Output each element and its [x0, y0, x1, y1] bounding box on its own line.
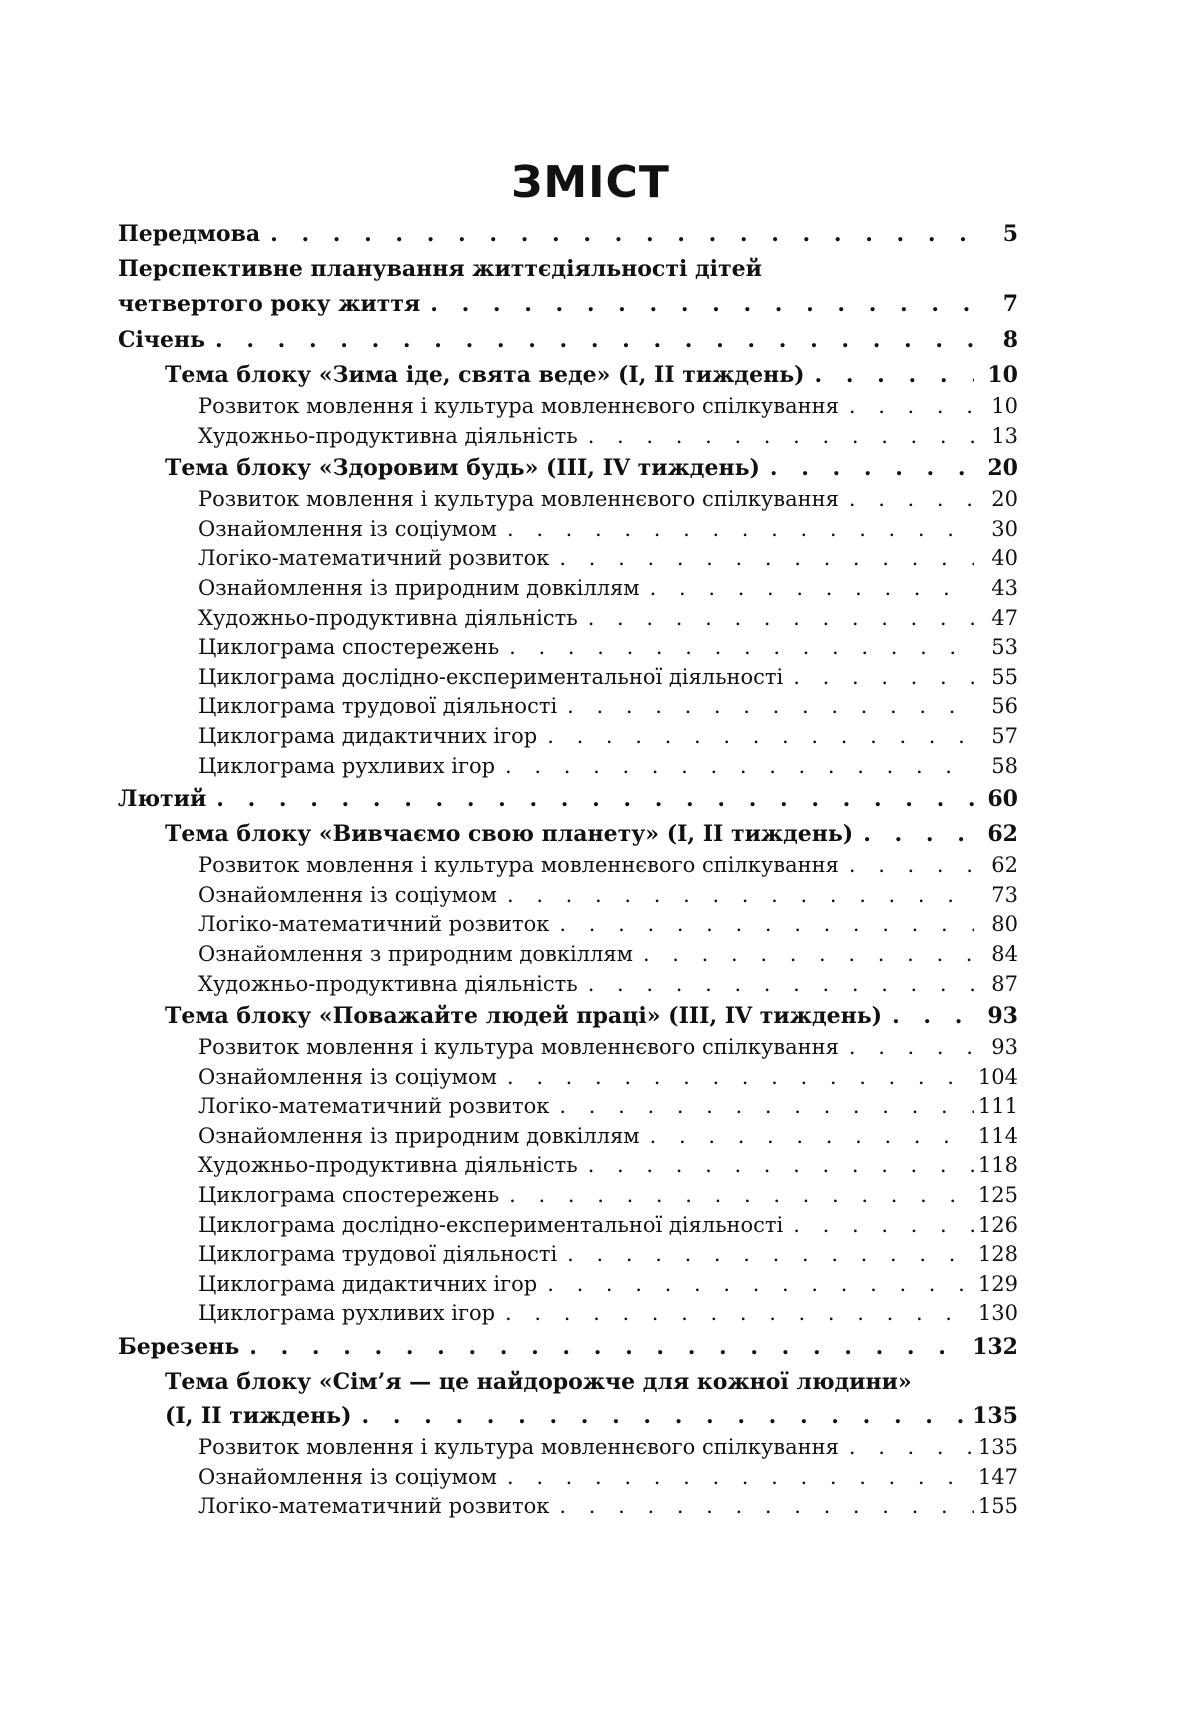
- toc-entry-section[interactable]: [118, 1211, 1018, 1241]
- toc-page-number: 155: [977, 1494, 1018, 1519]
- toc-entry-section[interactable]: [118, 752, 1018, 782]
- dot-leader: [430, 286, 974, 322]
- toc-entry-label: Циклограма дидактичних ігор: [198, 723, 538, 748]
- toc-entry-label: Розвиток мовлення і культура мовленнєвого спілкування: [198, 394, 839, 418]
- toc-page-number: 13: [991, 423, 1018, 448]
- dot-leader: [509, 633, 974, 663]
- dot-leader: [650, 1122, 974, 1152]
- toc-entry-section[interactable]: [118, 1492, 1018, 1522]
- toc-entry-label: Передмова: [118, 221, 261, 247]
- toc-entry-label: четвертого року життя: [118, 291, 421, 317]
- toc-entry-label: Циклограма трудової діяльності: [198, 694, 558, 719]
- toc-entry-heading-line: Перспективне планування життєдіяльності дітей: [118, 256, 762, 282]
- toc-entry-label: Художньо-продуктивна діяльність: [198, 1153, 578, 1178]
- toc-entry-section[interactable]: [118, 392, 1018, 422]
- dot-leader: [849, 1033, 974, 1063]
- toc-entry-label: Лютий: [118, 786, 207, 813]
- toc-entry-label: Художньо-продуктивна діяльність: [198, 971, 578, 996]
- toc-entry[interactable]: [118, 216, 1018, 252]
- toc-entry-label: Ознайомлення з природним довкіллям: [198, 941, 633, 966]
- toc-entry-section[interactable]: [118, 574, 1018, 604]
- toc-entry-label: Березень: [118, 1334, 240, 1361]
- toc-entry-label: Циклограма рухливих ігор: [198, 1301, 496, 1326]
- toc-entry-label: Логіко-математичний розвиток: [198, 1094, 550, 1119]
- toc-entry-theme[interactable]: [118, 817, 1018, 851]
- toc-entry-section[interactable]: [118, 422, 1018, 452]
- toc-page-number: 55: [991, 664, 1018, 689]
- dot-leader: [559, 1492, 973, 1522]
- toc-page-number: 132: [972, 1334, 1018, 1361]
- dot-leader: [770, 451, 974, 485]
- toc-entry-label: Тема блоку «Зима іде, свята веде» (I, II тиждень): [165, 362, 805, 388]
- toc-page-number: 7: [1002, 291, 1018, 317]
- dot-leader: [559, 910, 974, 940]
- toc-page-number: 56: [991, 694, 1018, 719]
- toc-page-number: 135: [972, 1403, 1018, 1430]
- dot-leader: [559, 544, 974, 574]
- toc-page-number: 40: [991, 546, 1018, 571]
- toc-entry-theme[interactable]: [118, 451, 1018, 485]
- toc-entry-section[interactable]: [118, 1181, 1018, 1211]
- toc-page-number: 111: [977, 1094, 1018, 1119]
- toc-page-number: 129: [977, 1271, 1018, 1296]
- toc-page-number: 62: [991, 853, 1018, 878]
- toc-entry-section[interactable]: [118, 485, 1018, 515]
- dot-leader: [507, 515, 974, 545]
- toc-page-number: 147: [977, 1464, 1018, 1489]
- dot-leader: [215, 322, 974, 358]
- toc-entry-label: Ознайомлення із соціумом: [198, 1064, 497, 1089]
- toc-entry-section[interactable]: [118, 940, 1018, 970]
- toc-page-number: 30: [991, 516, 1018, 541]
- toc-entry-label: Розвиток мовлення і культура мовленнєвого спілкування: [198, 1435, 839, 1460]
- toc-entry-section[interactable]: [118, 881, 1018, 911]
- toc-page-number: 114: [977, 1123, 1018, 1148]
- dot-leader: [849, 392, 974, 422]
- toc-page-number: 10: [991, 394, 1018, 418]
- toc-entry-label: Циклограма спостережень: [198, 1183, 500, 1208]
- toc-page-number: 20: [991, 487, 1018, 512]
- toc-entry-label: Тема блоку «Здоровим будь» (III, IV тиждень): [165, 455, 760, 482]
- toc-entry-section[interactable]: [118, 1151, 1018, 1181]
- dot-leader: [567, 692, 974, 722]
- toc-entry-label: (I, II тиждень): [165, 1403, 352, 1430]
- dot-leader: [362, 1399, 969, 1433]
- dot-leader: [547, 722, 974, 752]
- toc-entry-section[interactable]: [118, 970, 1018, 1000]
- dot-leader: [505, 752, 974, 782]
- dot-leader: [793, 663, 974, 693]
- toc-page-number: 93: [987, 1003, 1018, 1030]
- toc-entry-label: Ознайомлення із соціумом: [198, 516, 497, 541]
- dot-leader: [650, 574, 974, 604]
- toc-entry-label: Художньо-продуктивна діяльність: [198, 605, 578, 630]
- toc-page-number: 58: [991, 753, 1018, 778]
- toc-page-number: 125: [977, 1183, 1018, 1208]
- toc-entry-label: Ознайомлення із природним довкіллям: [198, 575, 640, 600]
- toc-entry-section[interactable]: [118, 1463, 1018, 1493]
- dot-leader: [793, 1211, 974, 1241]
- dot-leader: [505, 1299, 974, 1329]
- toc-entry-label: Логіко-математичний розвиток: [198, 912, 550, 937]
- dot-leader: [892, 999, 974, 1033]
- toc-entry-section[interactable]: [118, 604, 1018, 634]
- toc-entry-section[interactable]: [118, 663, 1018, 693]
- dot-leader: [270, 216, 974, 252]
- toc-entry-label: Циклограма спостережень: [198, 635, 500, 660]
- toc-page-number: 84: [991, 941, 1018, 966]
- dot-leader: [863, 817, 974, 851]
- toc-entry[interactable]: [118, 286, 1018, 322]
- dot-leader: [559, 1092, 973, 1122]
- toc-entry-section[interactable]: [118, 722, 1018, 752]
- toc-entry-label: Логіко-математичний розвиток: [198, 546, 550, 571]
- toc-entry-label: Тема блоку «Поважайте людей праці» (III, IV тиждень): [165, 1003, 883, 1030]
- toc-entry-section[interactable]: [118, 1270, 1018, 1300]
- dot-leader: [815, 358, 974, 392]
- toc-entry-section[interactable]: [118, 1033, 1018, 1063]
- toc-entry-label: Тема блоку «Вивчаємо свою планету» (I, II тиждень): [165, 821, 854, 848]
- toc-page-number: 47: [991, 605, 1018, 630]
- toc-entry-section[interactable]: [118, 692, 1018, 722]
- toc-page-number: 10: [987, 362, 1018, 388]
- toc-page-number: 43: [991, 575, 1018, 600]
- toc-page-number: 20: [987, 455, 1018, 482]
- toc-entry-label: Циклограма дидактичних ігор: [198, 1271, 538, 1296]
- toc-entry-label: Циклограма дослідно-експериментальної діяльності: [198, 664, 784, 689]
- dot-leader: [216, 781, 974, 817]
- toc-entry-month[interactable]: [118, 1329, 1018, 1365]
- dot-leader: [849, 1433, 974, 1463]
- toc-page-number: 60: [987, 786, 1018, 813]
- dot-leader: [507, 1063, 974, 1093]
- toc-page-number: 128: [977, 1242, 1018, 1267]
- toc-entry-label: Січень: [118, 327, 206, 353]
- table-of-contents: [118, 216, 1018, 1522]
- page-title: ЗМІСТ: [511, 157, 670, 208]
- toc-entry-theme[interactable]: [118, 358, 1018, 392]
- toc-entry-label: Ознайомлення із природним довкіллям: [198, 1123, 640, 1148]
- toc-page-number: 135: [977, 1435, 1018, 1460]
- toc-page-number: 5: [1002, 221, 1018, 247]
- dot-leader: [588, 1151, 974, 1181]
- dot-leader: [849, 851, 974, 881]
- toc-page-number: 93: [991, 1035, 1018, 1060]
- toc-entry-label: Циклограма трудової діяльності: [198, 1242, 558, 1267]
- toc-page-number: 126: [977, 1212, 1018, 1237]
- toc-entry-month[interactable]: [118, 322, 1018, 358]
- toc-page-number: 130: [977, 1301, 1018, 1326]
- toc-entry-section[interactable]: [118, 1240, 1018, 1270]
- toc-entry-section[interactable]: [118, 1092, 1018, 1122]
- toc-entry-section[interactable]: [118, 1433, 1018, 1463]
- toc-entry-section[interactable]: [118, 910, 1018, 940]
- dot-leader: [849, 485, 974, 515]
- dot-leader: [567, 1240, 974, 1270]
- dot-leader: [249, 1329, 968, 1365]
- toc-entry-label: Розвиток мовлення і культура мовленнєвого спілкування: [198, 1035, 839, 1060]
- toc-entry-section[interactable]: [118, 1299, 1018, 1329]
- toc-entry-label: Циклограма дослідно-експериментальної діяльності: [198, 1212, 784, 1237]
- toc-entry-section[interactable]: [118, 851, 1018, 881]
- toc-entry-section[interactable]: [118, 515, 1018, 545]
- toc-page-number: 80: [991, 912, 1018, 937]
- toc-entry-month[interactable]: [118, 781, 1018, 817]
- toc-entry-section[interactable]: [118, 1122, 1018, 1152]
- toc-entry-section[interactable]: [118, 633, 1018, 663]
- toc-page-number: 8: [1002, 327, 1018, 353]
- toc-page-number: 87: [991, 971, 1018, 996]
- toc-page-number: 104: [977, 1064, 1018, 1089]
- toc-page-number: 73: [991, 882, 1018, 907]
- toc-entry-label: Ознайомлення із соціумом: [198, 882, 497, 907]
- toc-entry-label: Художньо-продуктивна діяльність: [198, 423, 578, 448]
- dot-leader: [547, 1270, 974, 1300]
- toc-page-number: 118: [977, 1153, 1018, 1178]
- toc-entry-label: Логіко-математичний розвиток: [198, 1494, 550, 1519]
- toc-entry-theme[interactable]: [118, 999, 1018, 1033]
- dot-leader: [643, 940, 974, 970]
- dot-leader: [507, 881, 974, 911]
- toc-entry-label: Розвиток мовлення і культура мовленнєвого спілкування: [198, 487, 839, 512]
- toc-page-number: 53: [991, 635, 1018, 660]
- toc-entry-label: Циклограма рухливих ігор: [198, 753, 496, 778]
- dot-leader: [507, 1463, 974, 1493]
- toc-entry-section[interactable]: [118, 1063, 1018, 1093]
- toc-page-number: 57: [991, 723, 1018, 748]
- dot-leader: [588, 970, 974, 1000]
- dot-leader: [509, 1181, 974, 1211]
- toc-entry-heading-line: Тема блоку «Сім’я — це найдорожче для кожної людини»: [165, 1369, 912, 1396]
- dot-leader: [588, 604, 974, 634]
- toc-entry-theme[interactable]: [118, 1399, 1018, 1433]
- dot-leader: [588, 422, 974, 452]
- toc-entry-section[interactable]: [118, 544, 1018, 574]
- toc-entry-label: Розвиток мовлення і культура мовленнєвого спілкування: [198, 853, 839, 878]
- toc-entry-label: Ознайомлення із соціумом: [198, 1464, 497, 1489]
- toc-page-number: 62: [987, 821, 1018, 848]
